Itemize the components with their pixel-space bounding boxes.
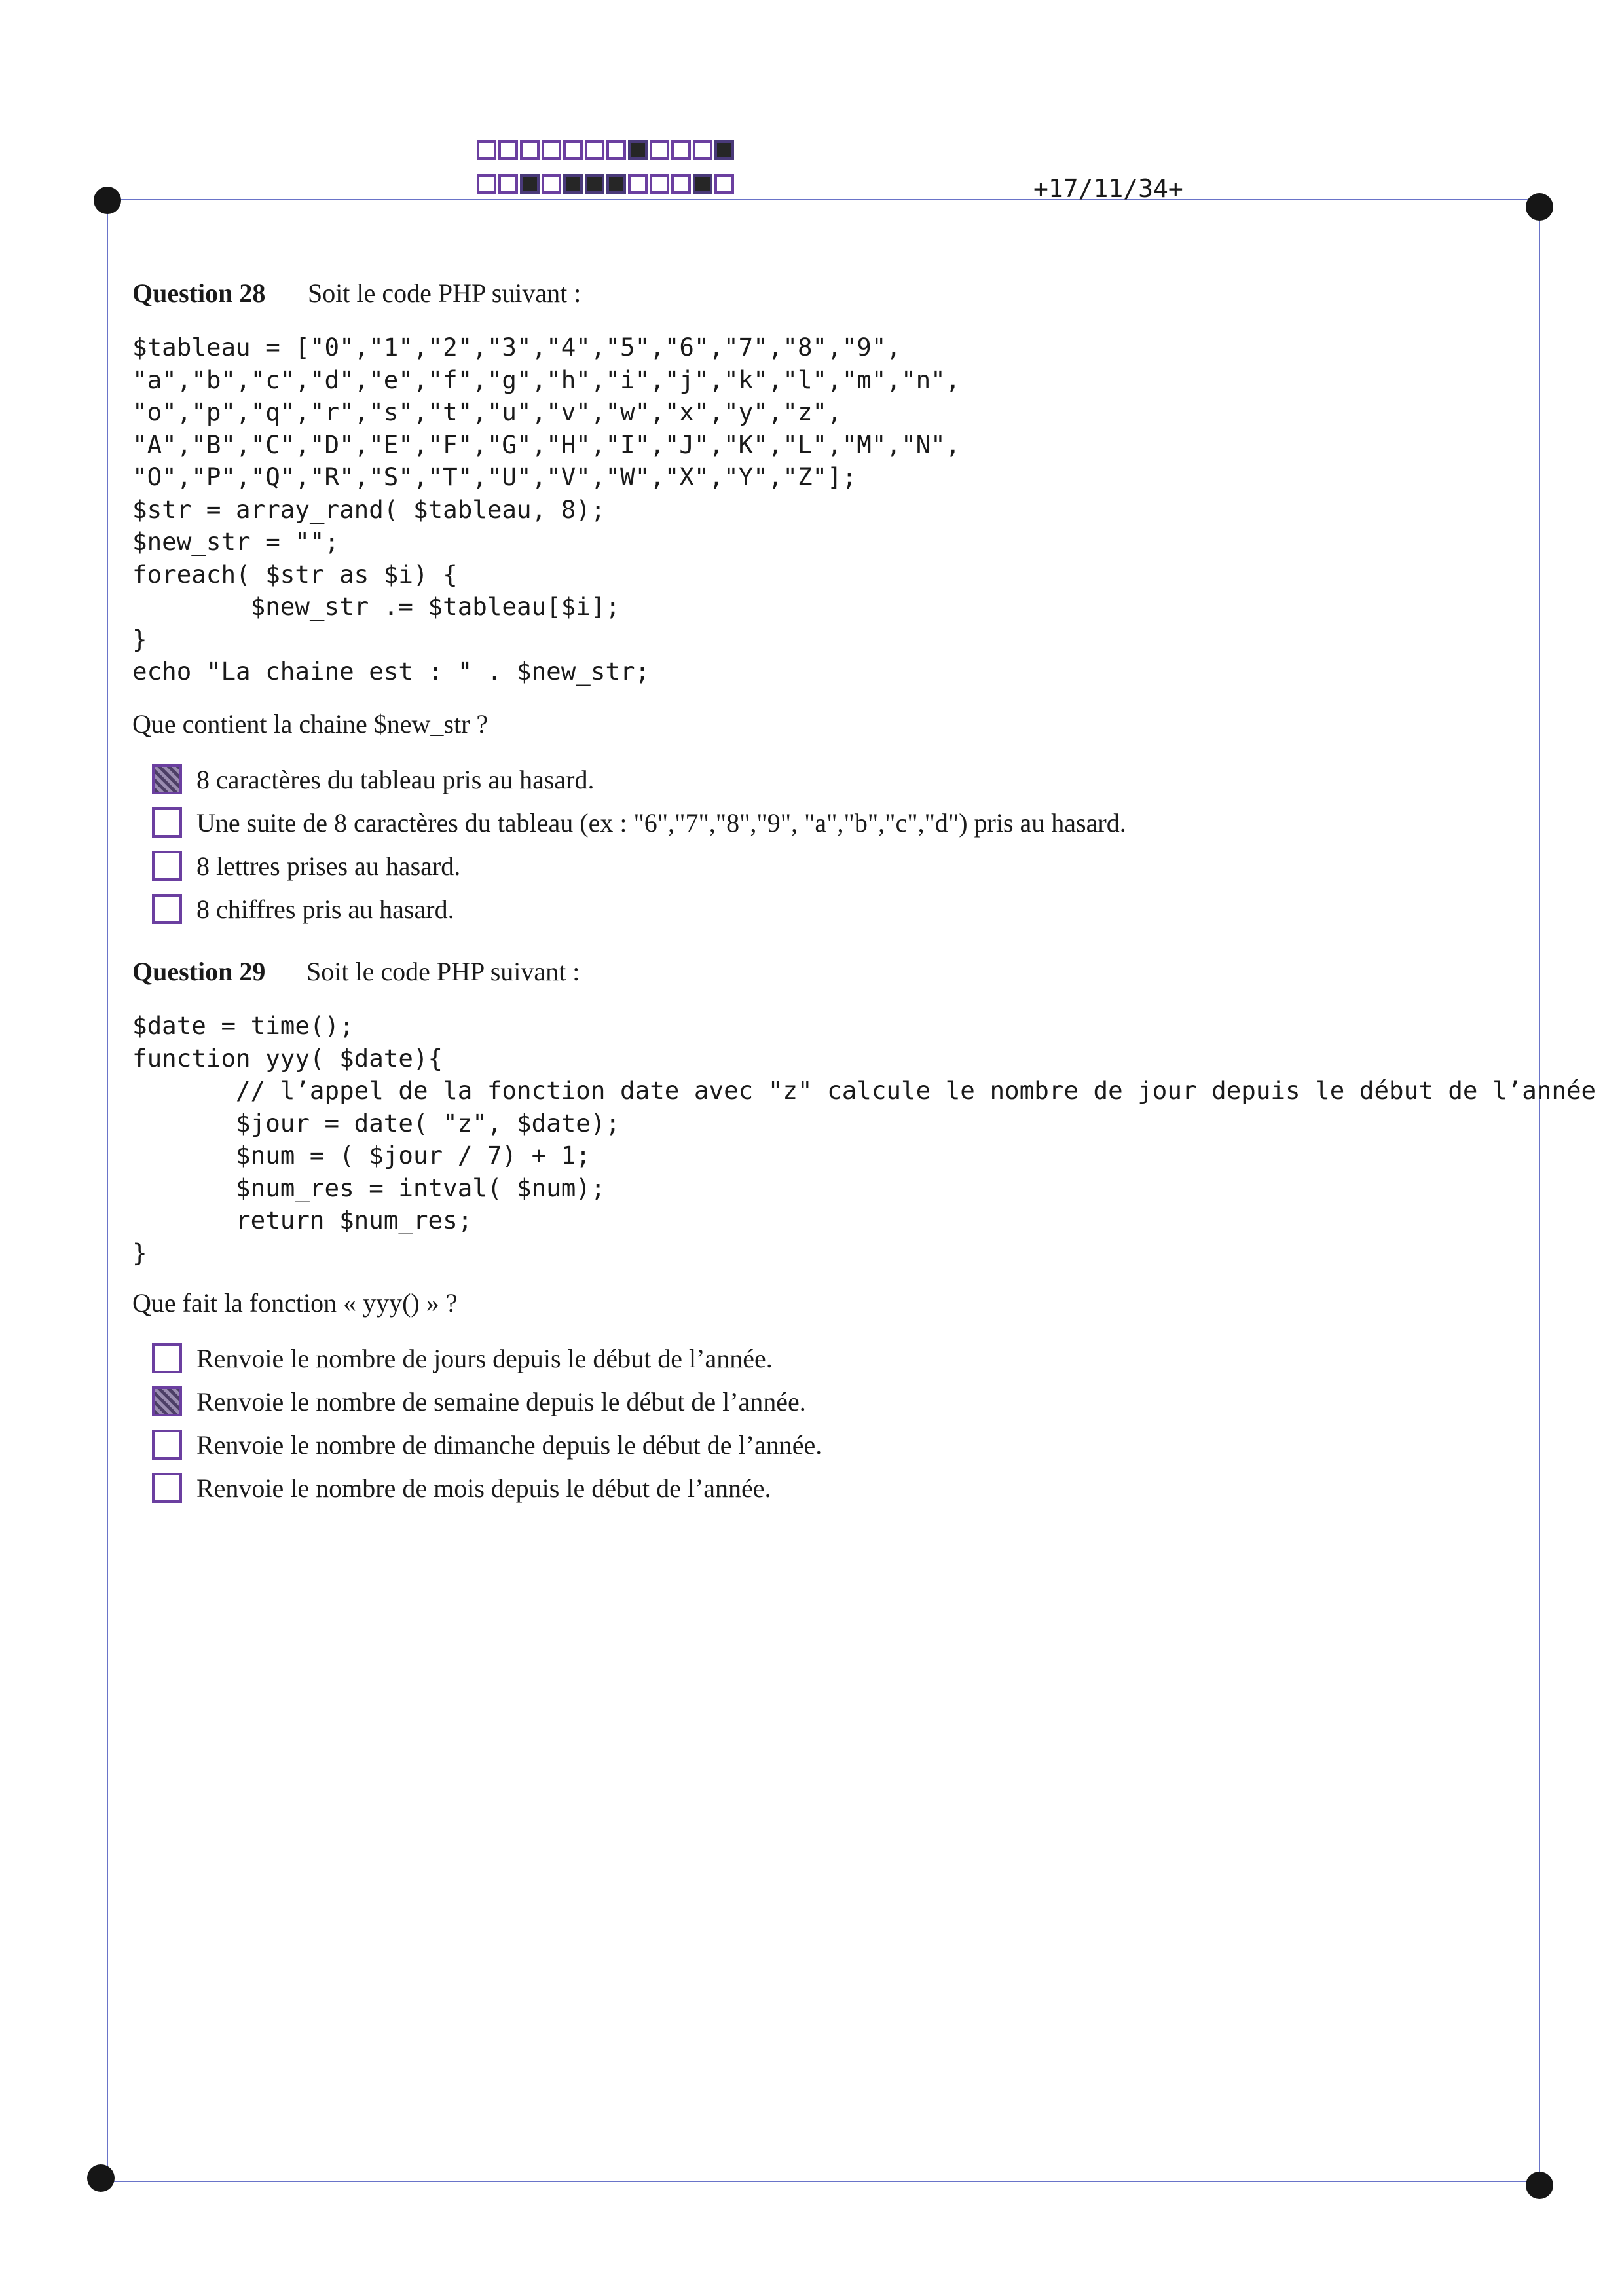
code-block: $tableau = ["0","1","2","3","4","5","6","7","8","9", "a","b","c","d","e","f","g","h","i","j","k","l","m","n", "o","p","q","r","s","t","u","v","w","x","y","z", "A","B","C","D","E","F","G","H","I","J","K","L","M","N", "O","P","Q","R","S","T","U","V","W","X","Y","Z"]; $str = array_rand( $tableau, 8); $new_str = ""; foreach( $str as $i) { $new_str .= $tableau[$i]; } echo "La chaine est : " . $new_str; [132,333,961,686]
code-box-filled [693,174,712,194]
code-box-empty [563,140,583,160]
frame-bottom-line [102,2181,1540,2182]
answer-label: Renvoie le nombre de semaine depuis le début de l’année. [196,1386,806,1416]
corner-dot-top-right [1526,193,1553,221]
code-box-empty [498,174,518,194]
code-box-filled [714,140,734,160]
corner-dot-top-left [94,187,121,214]
checkbox-checked[interactable] [152,764,182,794]
answer-option[interactable] [152,764,1126,795]
code-box-empty [671,174,691,194]
corner-dot-bottom-left [87,2164,115,2192]
code-box-empty [542,174,561,194]
code-box-empty [671,140,691,160]
answer-option[interactable] [152,1342,822,1374]
checkbox-checked[interactable] [152,1386,182,1416]
question-number: Question 28 [132,278,266,308]
checkbox[interactable] [152,1473,182,1503]
answer-list [152,764,1126,925]
binary-code-row [477,174,734,194]
checkbox[interactable] [152,807,182,838]
frame-top-line [107,199,1541,200]
code-box-empty [628,174,648,194]
code-box-empty [477,140,496,160]
answer-option[interactable] [152,1386,822,1417]
answer-label: 8 caractères du tableau pris au hasard. [196,764,595,794]
code-box-empty [585,140,604,160]
checkbox[interactable] [152,851,182,881]
answer-label: Renvoie le nombre de mois depuis le début de l’année. [196,1473,771,1503]
code-box-empty [650,174,669,194]
answer-list [152,1342,822,1504]
binary-code-row [477,140,734,160]
code-block: $date = time(); function yyy( $date){ // l’appel de la fonction date avec "z" calcule le nombre de jour depuis le début de l’année $jour = date( "z", $date); $num = ( $jour / 7) + 1; $num_res = intval( $num); return $num_res; } [132,1011,1596,1267]
code-box-empty [477,174,496,194]
question-header [132,278,581,308]
question-header [132,956,580,987]
code-box-empty [542,140,561,160]
answer-label: 8 chiffres pris au hasard. [196,894,454,924]
answer-label: 8 lettres prises au hasard. [196,851,461,881]
code-box-empty [498,140,518,160]
answer-option[interactable] [152,893,1126,925]
corner-dot-bottom-right [1526,2172,1553,2199]
page-id: +17/11/34+ [1033,174,1183,203]
code-box-filled [606,174,626,194]
checkbox[interactable] [152,894,182,924]
frame-left-line [107,199,108,2182]
code-box-filled [585,174,604,194]
answer-option[interactable] [152,1472,822,1504]
checkbox[interactable] [152,1430,182,1460]
question-intro: Soit le code PHP suivant : [306,957,580,986]
code-box-filled [628,140,648,160]
question-intro: Soit le code PHP suivant : [308,278,581,308]
code-box-filled [563,174,583,194]
code-box-empty [650,140,669,160]
question-prompt: Que contient la chaine $new_str ? [132,709,489,739]
checkbox[interactable] [152,1343,182,1373]
answer-option[interactable] [152,850,1126,881]
code-box-filled [520,174,540,194]
answer-label: Renvoie le nombre de jours depuis le début de l’année. [196,1343,773,1373]
answer-label: Renvoie le nombre de dimanche depuis le début de l’année. [196,1430,822,1460]
code-box-empty [520,140,540,160]
code-box-empty [714,174,734,194]
question-number: Question 29 [132,957,266,986]
code-box-empty [606,140,626,160]
code-box-empty [693,140,712,160]
answer-option[interactable] [152,807,1126,838]
question-prompt: Que fait la fonction « yyy() » ? [132,1288,458,1318]
answer-label: Une suite de 8 caractères du tableau (ex : "6","7","8","9", "a","b","c","d") pris au hasard. [196,807,1126,838]
answer-option[interactable] [152,1429,822,1460]
